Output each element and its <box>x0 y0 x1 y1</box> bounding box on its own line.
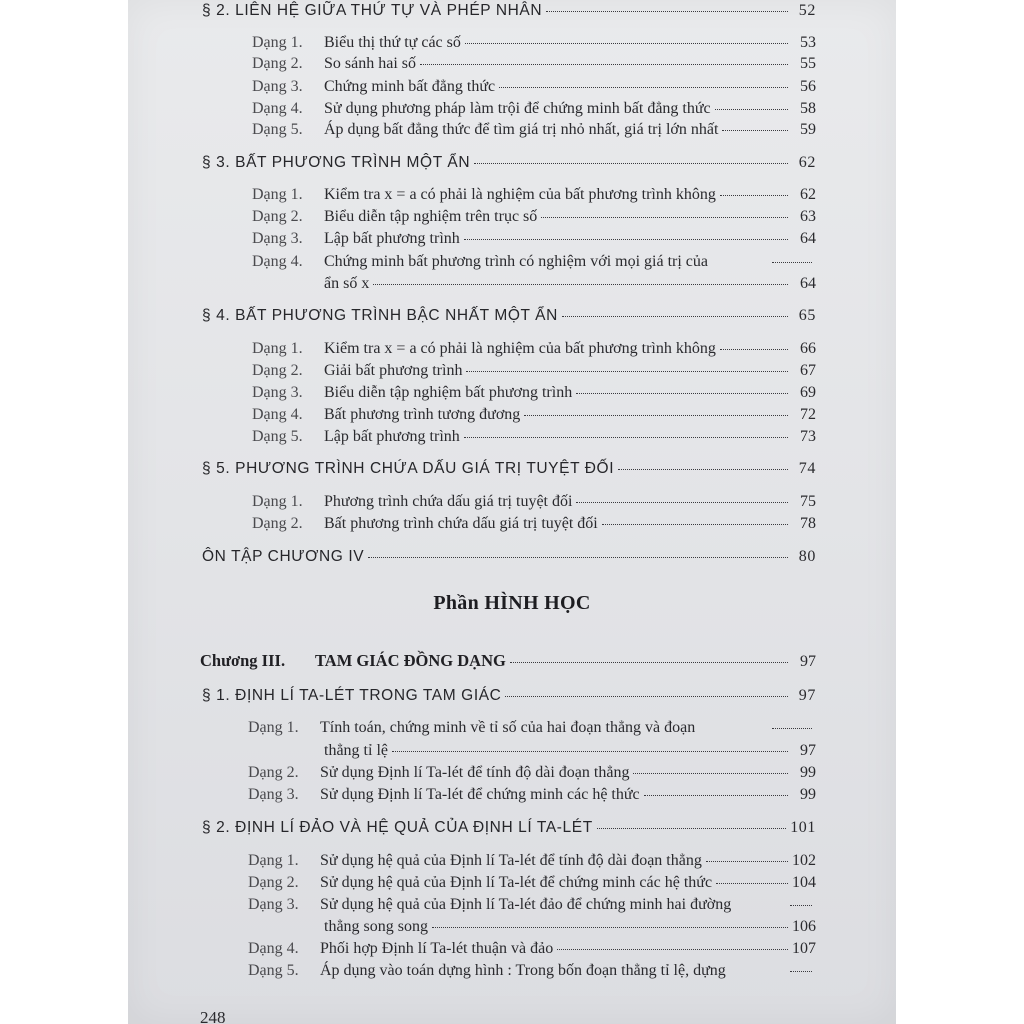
item-title: Sử dụng hệ quả của Định lí Ta-lét để chứng minh các hệ thức <box>320 874 713 891</box>
item-label: Dạng 4. <box>252 406 303 423</box>
toc-item-row[interactable] <box>252 362 816 380</box>
leader-dots <box>716 883 788 884</box>
page-ref: 63 <box>800 208 816 225</box>
page-ref: 97 <box>800 653 816 670</box>
item-title: Bất phương trình chứa dấu giá trị tuyệt đối <box>324 515 598 532</box>
leader-dots <box>644 795 788 796</box>
page-ref: 104 <box>792 874 816 891</box>
part-title: Phần HÌNH HỌC <box>433 592 591 614</box>
item-label: Dạng 5. <box>252 428 303 445</box>
page-ref: 67 <box>800 362 816 379</box>
item-label: Dạng 2. <box>248 874 299 891</box>
leader-dots <box>524 415 788 416</box>
leader-dots <box>505 696 788 697</box>
page-ref: 101 <box>790 819 816 836</box>
toc-item-row[interactable] <box>252 55 816 73</box>
toc-item-row[interactable] <box>248 896 816 914</box>
toc-item-row[interactable] <box>252 340 816 358</box>
leader-dots <box>720 349 788 350</box>
toc-item-row[interactable] <box>252 78 816 96</box>
item-label: Dạng 3. <box>252 384 303 401</box>
toc-item-row[interactable] <box>252 208 816 226</box>
item-label: Dạng 5. <box>248 962 299 979</box>
leader-dots <box>706 861 788 862</box>
item-title: Biểu diễn tập nghiệm bất phương trình <box>324 384 573 401</box>
item-label: Dạng 3. <box>252 78 303 95</box>
item-title: Biểu thị thứ tự các số <box>324 34 461 51</box>
toc-section-row[interactable] <box>202 154 816 172</box>
item-label: Dạng 3. <box>248 896 299 913</box>
toc-item-row[interactable] <box>252 384 816 402</box>
leader-dots <box>541 217 788 218</box>
page-ref: 64 <box>800 275 816 292</box>
page-ref: 102 <box>792 852 816 869</box>
toc-item-continuation-row[interactable] <box>324 275 816 293</box>
section-title: ÔN TẬP CHƯƠNG IV <box>202 548 365 565</box>
page-ref: 78 <box>800 515 816 532</box>
toc-item-row[interactable] <box>252 406 816 424</box>
item-title: Áp dụng bất đẳng thức để tìm giá trị nhỏ nhất, giá trị lớn nhất <box>324 121 719 138</box>
section-title: § 4. BẤT PHƯƠNG TRÌNH BẬC NHẤT MỘT ẨN <box>202 307 558 324</box>
toc-item-row[interactable] <box>248 764 816 782</box>
toc-item-row[interactable] <box>252 34 816 52</box>
leader-dots <box>633 773 788 774</box>
page-ref: 65 <box>798 307 816 324</box>
item-title: Kiểm tra x = a có phải là nghiệm của bất phương trình không <box>324 340 716 357</box>
page-ref: 99 <box>800 786 816 803</box>
chapter-label: Chương III. <box>200 651 286 670</box>
page-ref: 75 <box>800 493 816 510</box>
leader-dots <box>474 163 788 164</box>
leader-dots <box>715 109 788 110</box>
item-label: Dạng 1. <box>252 340 303 357</box>
item-title: Phối hợp Định lí Ta-lét thuận và đảo <box>320 940 554 957</box>
item-label: Dạng 5. <box>252 121 303 138</box>
item-title: Sử dụng Định lí Ta-lét để tính độ dài đoạn thẳng <box>320 764 630 781</box>
page-ref: 53 <box>800 34 816 51</box>
item-title: Chứng minh bất đẳng thức <box>324 78 496 95</box>
page-ref: 64 <box>800 230 816 247</box>
toc-item-row[interactable] <box>252 515 816 533</box>
toc-section-row[interactable] <box>202 307 816 325</box>
item-title: Lập bất phương trình <box>324 428 460 445</box>
toc-item-continuation-row[interactable] <box>324 918 816 936</box>
item-title: Áp dụng vào toán dựng hình : Trong bốn đoạn thẳng tỉ lệ, dựng <box>320 962 726 979</box>
item-label: Dạng 1. <box>248 719 299 736</box>
leader-dots <box>772 262 812 263</box>
item-label: Dạng 3. <box>248 786 299 803</box>
page-ref: 69 <box>800 384 816 401</box>
leader-dots <box>510 662 788 663</box>
toc-item-row[interactable] <box>252 428 816 446</box>
item-label: Dạng 2. <box>252 362 303 379</box>
toc-item-row[interactable] <box>248 719 816 737</box>
item-title: Phương trình chứa dấu giá trị tuyệt đối <box>324 493 573 510</box>
item-title: Tính toán, chứng minh về tỉ số của hai đoạn thẳng và đoạn <box>320 719 696 736</box>
item-label: Dạng 1. <box>252 34 303 51</box>
page-ref: 59 <box>800 121 816 138</box>
page-number: 248 <box>200 1008 226 1024</box>
section-title: § 1. ĐỊNH LÍ TA-LÉT TRONG TAM GIÁC <box>202 687 502 704</box>
page-ref: 62 <box>800 186 816 203</box>
item-label: Dạng 2. <box>252 208 303 225</box>
page-ref: 62 <box>798 154 816 171</box>
item-title: Bất phương trình tương đương <box>324 406 521 423</box>
item-label: Dạng 2. <box>248 764 299 781</box>
page-ref: 107 <box>792 940 816 957</box>
page-ref: 72 <box>800 406 816 423</box>
item-title: So sánh hai số <box>324 55 416 72</box>
toc-item-row[interactable] <box>252 100 816 118</box>
leader-dots <box>772 728 812 729</box>
toc-section-row[interactable] <box>202 548 816 566</box>
toc-item-row[interactable] <box>248 940 816 958</box>
leader-dots <box>373 284 788 285</box>
toc-item-row[interactable] <box>252 253 816 271</box>
leader-dots <box>618 469 788 470</box>
page-ref: 52 <box>798 2 816 19</box>
toc-item-row[interactable] <box>248 852 816 870</box>
toc-item-row[interactable] <box>252 230 816 248</box>
section-title: § 3. BẤT PHƯƠNG TRÌNH MỘT ẨN <box>202 154 471 171</box>
item-title: Chứng minh bất phương trình có nghiệm với mọi giá trị của <box>324 253 708 270</box>
toc-item-row[interactable] <box>248 962 816 980</box>
item-label: Dạng 1. <box>252 186 303 203</box>
page-ref: 73 <box>800 428 816 445</box>
item-label: Dạng 4. <box>252 253 303 270</box>
leader-dots <box>557 949 788 950</box>
page-ref: 99 <box>800 764 816 781</box>
page-ref: 97 <box>798 687 816 704</box>
page-ref: 58 <box>800 100 816 117</box>
item-label: Dạng 4. <box>252 100 303 117</box>
item-title: Lập bất phương trình <box>324 230 460 247</box>
leader-dots <box>466 371 788 372</box>
item-label: Dạng 4. <box>248 940 299 957</box>
toc-section-row[interactable] <box>202 460 816 478</box>
item-title: Sử dụng hệ quả của Định lí Ta-lét đảo để chứng minh hai đường <box>320 896 732 913</box>
section-title: § 2. ĐỊNH LÍ ĐẢO VÀ HỆ QUẢ CỦA ĐỊNH LÍ TA-LÉT <box>202 819 593 836</box>
leader-dots <box>465 43 788 44</box>
leader-dots <box>597 828 786 829</box>
toc-item-row[interactable] <box>248 874 816 892</box>
page-ref: 74 <box>798 460 816 477</box>
item-title: Biểu diễn tập nghiệm trên trục số <box>324 208 538 225</box>
item-label: Dạng 2. <box>252 55 303 72</box>
item-title: Sử dụng Định lí Ta-lét để chứng minh các hệ thức <box>320 786 640 803</box>
item-label: Dạng 2. <box>252 515 303 532</box>
leader-dots <box>420 64 788 65</box>
leader-dots <box>392 751 788 752</box>
toc-item-row[interactable] <box>252 186 816 204</box>
leader-dots <box>720 195 788 196</box>
chapter-title: TAM GIÁC ĐỒNG DẠNG <box>315 651 506 670</box>
leader-dots <box>576 502 788 503</box>
page-ref: 80 <box>798 548 816 565</box>
toc-section-row[interactable] <box>202 2 816 20</box>
item-title: Sử dụng phương pháp làm trội để chứng minh bất đẳng thức <box>324 100 711 117</box>
leader-dots <box>499 87 788 88</box>
leader-dots <box>576 393 788 394</box>
toc-item-continuation-row[interactable] <box>324 742 816 760</box>
page-ref: 66 <box>800 340 816 357</box>
item-title-continuation: thẳng tỉ lệ <box>324 742 388 759</box>
page-ref: 56 <box>800 78 816 95</box>
item-label: Dạng 1. <box>252 493 303 510</box>
item-label: Dạng 1. <box>248 852 299 869</box>
leader-dots <box>464 437 788 438</box>
page-ref: 106 <box>792 918 816 935</box>
toc-item-row[interactable] <box>248 786 816 804</box>
item-title-continuation: thẳng song song <box>324 918 428 935</box>
toc-section-row[interactable] <box>202 687 816 705</box>
toc-item-row[interactable] <box>252 121 816 139</box>
item-label: Dạng 3. <box>252 230 303 247</box>
leader-dots <box>464 239 788 240</box>
leader-dots <box>432 927 788 928</box>
section-title: § 2. LIÊN HỆ GIỮA THỨ TỰ VÀ PHÉP NHÂN <box>202 2 543 19</box>
item-title: Kiểm tra x = a có phải là nghiệm của bất phương trình không <box>324 186 716 203</box>
toc-chapter-row[interactable] <box>200 651 816 671</box>
leader-dots <box>722 130 788 131</box>
section-title: § 5. PHƯƠNG TRÌNH CHỨA DẤU GIÁ TRỊ TUYỆT ĐỐI <box>202 460 615 477</box>
leader-dots <box>790 905 812 906</box>
book-page <box>128 0 896 1024</box>
item-title-continuation: ẩn số x <box>324 275 370 292</box>
page-ref: 55 <box>800 55 816 72</box>
leader-dots <box>562 316 788 317</box>
leader-dots <box>602 524 788 525</box>
page-ref: 97 <box>800 742 816 759</box>
leader-dots <box>546 11 788 12</box>
toc-item-row[interactable] <box>252 493 816 511</box>
toc-section-row[interactable] <box>202 819 816 837</box>
leader-dots <box>368 557 788 558</box>
leader-dots <box>790 971 812 972</box>
item-title: Giải bất phương trình <box>324 362 463 379</box>
item-title: Sử dụng hệ quả của Định lí Ta-lét để tính độ dài đoạn thẳng <box>320 852 702 869</box>
